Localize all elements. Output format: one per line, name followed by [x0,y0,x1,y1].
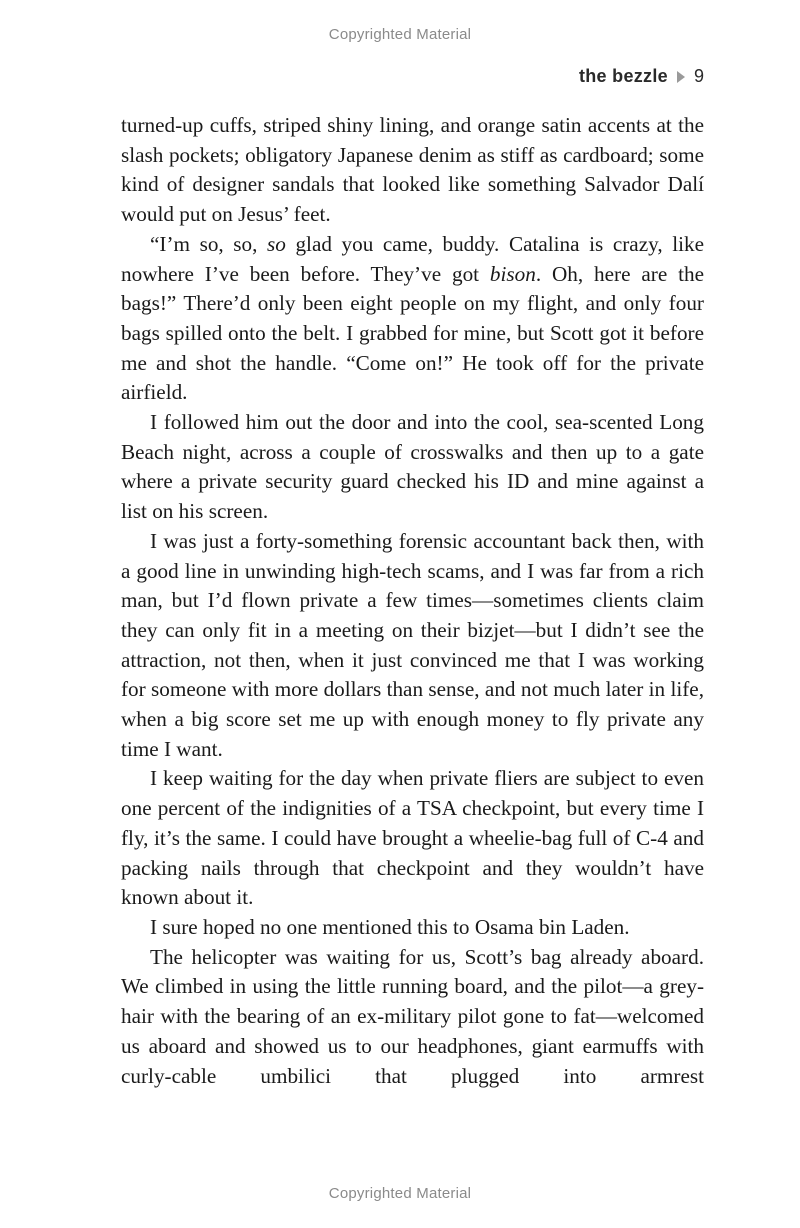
paragraph-2-emphasis-bison: bison [489,261,536,286]
paragraph-2-emphasis-so: so [267,231,286,256]
triangle-right-icon [677,71,685,83]
paragraph-1: turned-up cuffs, striped shiny lining, and orange satin accents at the slash pockets; obligatory Japanese denim as stiff as cardboard; some kind of designer sandals that looked like something Salvador Dalí would put on Jesus’ feet. [121,113,704,227]
paragraph-2 [121,230,704,408]
page-number: 9 [693,66,704,86]
book-title: the bezzle [578,66,668,86]
copyright-watermark-top: Copyrighted Material [328,26,472,43]
paragraph-3: I followed him out the door and into the cool, sea-scented Long Beach night, across a couple of crosswalks and then up to a gate where a private security guard checked his ID and mine against a list on his screen. [121,410,704,524]
paragraph-4: I was just a forty-something forensic accountant back then, with a good line in unwinding high-tech scams, and I was far from a rich man, but I’d flown private a few times—sometimes clients claim they can only fit in a meeting on their bizjet—but I didn’t see the attraction, not then, when it just convinced me that I was working for someone with more dollars than sense, and not much later in life, when a big score set me up with enough money to fly private any time I want. [121,528,704,761]
copyright-watermark-bottom: Copyrighted Material [328,1185,472,1202]
paragraph-2-part-b: glad you came, buddy. Catalina is crazy, like nowhere I’ve been before. They’ve got [121,231,704,286]
paragraph-6: I sure hoped no one mentioned this to Osama bin Laden. [150,914,630,939]
paragraph-2-part-c: . Oh, here are the bags!” There’d only been eight people on my flight, and only four bags spilled onto the belt. I grabbed for mine, but Scott got it before me and shot the handle. “Come on!” He took off for the private airfield. [121,261,704,405]
running-head [579,66,704,87]
paragraph-2-part-a: “I’m so, so, [150,231,268,256]
paragraph-5: I keep waiting for the day when private fliers are subject to even one percent of the indignities of a TSA checkpoint, but every time I fly, it’s the same. I could have brought a wheelie-bag full of C-4 and packing nails through that checkpoint and they wouldn’t have known about it. [121,766,704,910]
body-text [121,111,704,1091]
paragraph-7: The helicopter was waiting for us, Scott’s bag already aboard. We climbed in using the little running board, and the pilot—a grey-hair with the bearing of an ex-military pilot gone to fat—welcomed us aboard and showed us to our headphones, giant earmuffs with curly-cable umbilici that plugged into armrest [121,944,704,1088]
